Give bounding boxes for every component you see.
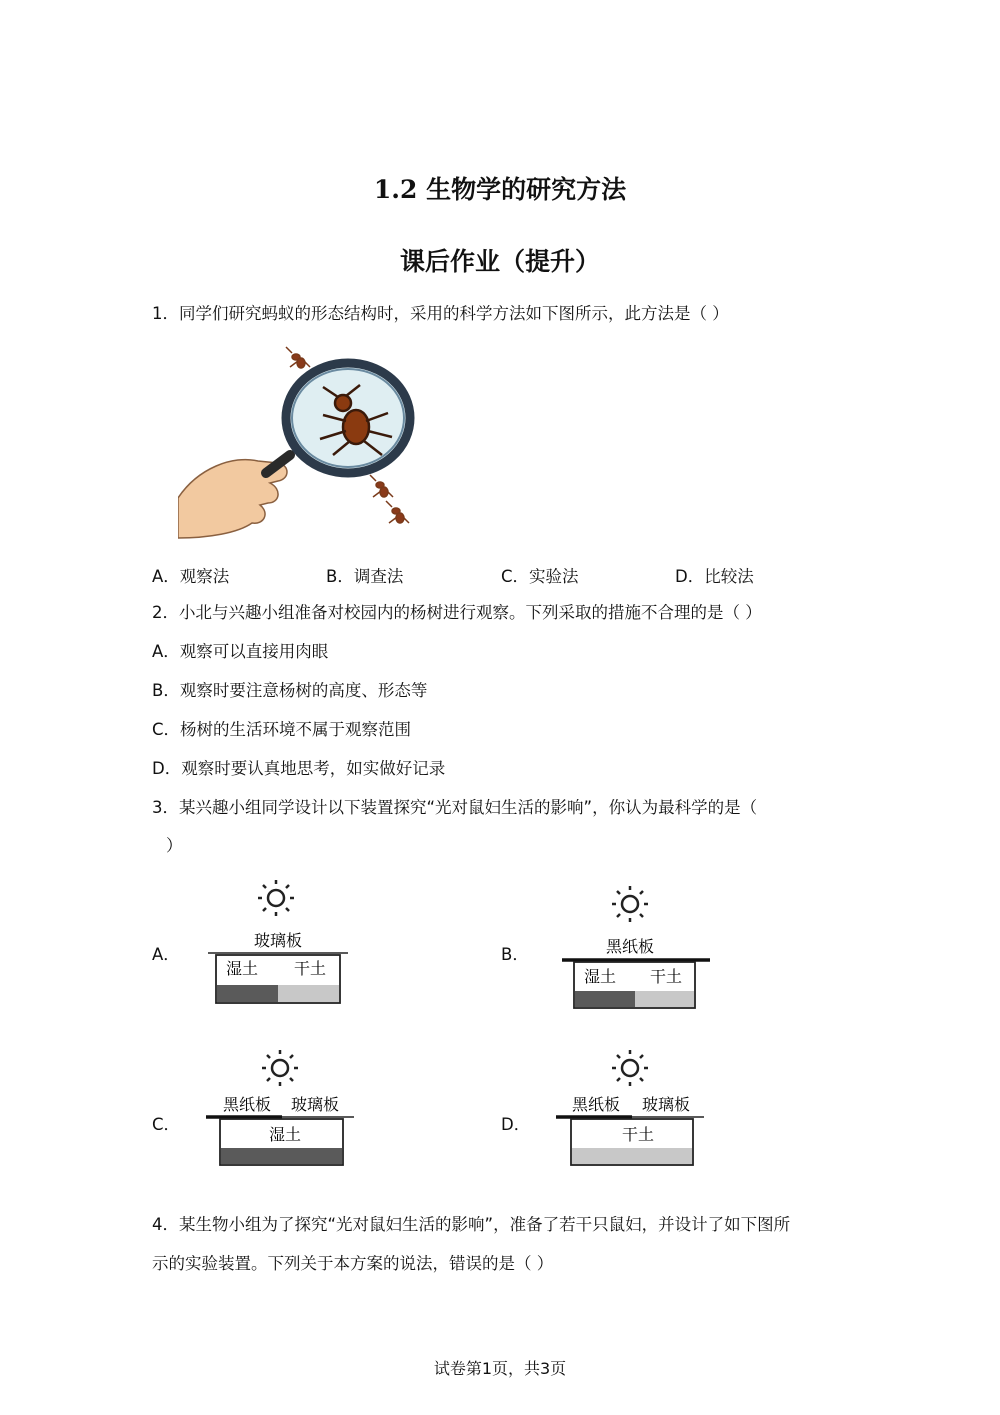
glass-plate-label: 玻璃板 xyxy=(290,1095,340,1114)
q3-device-a xyxy=(200,872,360,1012)
wet-soil xyxy=(221,1148,342,1164)
dry-soil xyxy=(572,1148,692,1164)
dry-soil-label: 干土 xyxy=(649,967,683,986)
question-4-stem: 4．某生物小组为了探究“光对鼠妇生活的影响”，准备了若干只鼠妇，并设计了如下图所 xyxy=(152,1215,791,1234)
page-footer: 试卷第1页，共3页 xyxy=(433,1359,567,1378)
ant-icon xyxy=(286,347,310,368)
question-4-stem-line2: 示的实验装置。下列关于本方案的说法，错误的是（ ） xyxy=(152,1254,554,1273)
q1-option-b: B．调查法 xyxy=(326,567,404,586)
q1-option-d: D．比较法 xyxy=(675,567,754,586)
sun-icon xyxy=(612,1050,648,1086)
question-3-stem: 3．某兴趣小组同学设计以下装置探究“光对鼠妇生活的影响”，你认为最科学的是（ xyxy=(152,798,758,817)
q3-device-b xyxy=(556,878,721,1018)
dry-soil xyxy=(635,991,694,1007)
wet-soil xyxy=(217,985,278,1002)
q3-option-c-letter: C． xyxy=(152,1115,181,1134)
q2-option-b: B．观察时要注意杨树的高度、形态等 xyxy=(152,681,428,700)
wet-soil-label: 湿土 xyxy=(268,1125,302,1144)
ant-icon xyxy=(370,475,393,497)
black-board-label: 黑纸板 xyxy=(222,1095,272,1114)
black-board-label: 黑纸板 xyxy=(605,937,655,956)
document-title: 1.2 生物学的研究方法 xyxy=(373,175,627,204)
q3-option-d-letter: D． xyxy=(501,1115,531,1134)
sun-icon xyxy=(262,1050,298,1086)
black-board-label: 黑纸板 xyxy=(571,1095,621,1114)
q2-option-d: D．观察时要认真地思考，如实做好记录 xyxy=(152,759,446,778)
dry-soil xyxy=(278,985,339,1002)
q1-option-c: C．实验法 xyxy=(501,567,579,586)
q3-option-b-letter: B． xyxy=(501,945,529,964)
dry-soil-label: 干土 xyxy=(293,959,327,978)
q1-option-a: A．观察法 xyxy=(152,567,230,586)
question-1-stem: 1．同学们研究蚂蚁的形态结构时，采用的科学方法如下图所示，此方法是（ ） xyxy=(152,304,729,323)
glass-plate-label: 玻璃板 xyxy=(253,931,303,950)
wet-soil-label: 湿土 xyxy=(583,967,617,986)
q2-option-a: A．观察可以直接用肉眼 xyxy=(152,642,329,661)
sun-icon xyxy=(258,880,294,916)
question-3-stem-end: ） xyxy=(166,836,183,855)
q3-device-c xyxy=(200,1042,365,1172)
dry-soil-label: 干土 xyxy=(621,1125,655,1144)
wet-soil-label: 湿土 xyxy=(225,959,259,978)
wet-soil xyxy=(575,991,635,1007)
q3-option-a-letter: A． xyxy=(152,945,180,964)
glass-plate-label: 玻璃板 xyxy=(641,1095,691,1114)
sun-icon xyxy=(612,886,648,922)
ant-icon xyxy=(386,501,409,523)
q2-option-c: C．杨树的生活环境不属于观察范围 xyxy=(152,720,412,739)
q3-device-d xyxy=(550,1042,715,1172)
question-2-stem: 2．小北与兴趣小组准备对校园内的杨树进行观察。下列采取的措施不合理的是（ ） xyxy=(152,603,762,622)
document-subtitle: 课后作业（提升） xyxy=(399,247,600,276)
magnifier-ant-illustration xyxy=(178,343,428,543)
